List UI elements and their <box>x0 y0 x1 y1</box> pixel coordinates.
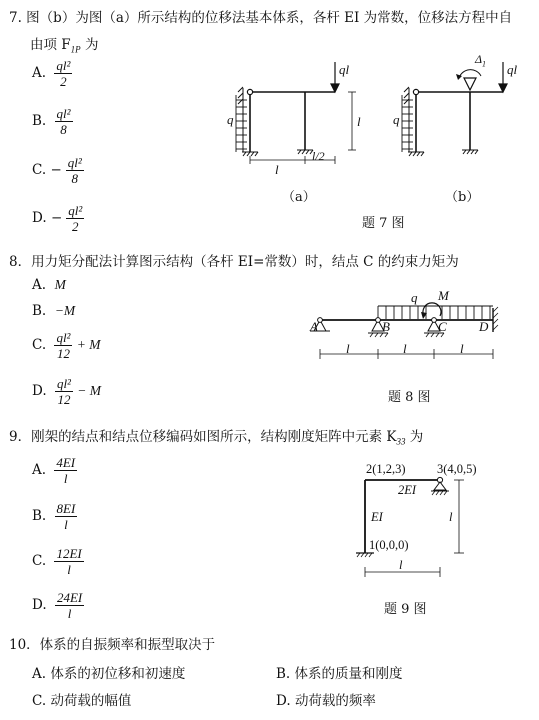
fig7b-q-label: q <box>393 112 400 127</box>
numerator: 4EI <box>56 455 76 470</box>
fig9-node1-label: 1(0,0,0) <box>369 538 409 552</box>
delta-symbol: Δ <box>475 52 483 66</box>
fig9-caption: 题 9 图 <box>384 602 427 617</box>
option-text: 动荷载的幅值 <box>50 693 132 709</box>
option-label: D. <box>276 693 291 709</box>
denominator: 8 <box>60 122 67 137</box>
option-text: 动荷载的频率 <box>294 693 376 709</box>
denominator: l <box>67 562 71 577</box>
option-text: M <box>54 277 66 292</box>
fig8-m-label: M <box>438 288 449 303</box>
fig8-d-label: D <box>479 319 489 334</box>
fig7b-ql-label: ql <box>507 62 518 77</box>
q9-stem-end: 为 <box>405 429 424 445</box>
option-text: −M <box>54 303 76 318</box>
fig9-lh-label: l <box>399 558 403 572</box>
option-label: A. <box>32 65 47 81</box>
numerator: 8EI <box>56 501 76 516</box>
numerator: ql² <box>67 155 82 170</box>
fig9-ei-label: EI <box>371 510 383 524</box>
q7-stem-line1: 7. 图（b）为图（a）所示结构的位移法基本体系，各杆 EI 为常数，位移法方程中自 <box>9 10 513 26</box>
fig9-node3-label: 3(4,0,5) <box>437 462 477 476</box>
option-label: C. <box>32 553 47 569</box>
fig7a-l-span-label: l <box>275 162 279 177</box>
denominator: l <box>67 606 72 621</box>
q9-stem-text: 9．刚架的结点和结点位移编码如图所示，结构刚度矩阵中元素 K <box>9 429 397 445</box>
option-label: C. <box>32 693 47 709</box>
option-label: A. <box>32 666 47 682</box>
fig8-c-label: C <box>438 319 447 334</box>
denominator: 2 <box>60 74 67 89</box>
numerator: ql² <box>56 376 71 391</box>
fig7a-caption: （a） <box>282 190 316 205</box>
q10-option-c[interactable] <box>32 689 131 709</box>
fig8-l1-label: l <box>346 341 350 356</box>
fig8-caption: 题 8 图 <box>388 390 431 405</box>
option-label: B. <box>32 113 47 129</box>
option-tail: + M <box>76 337 101 352</box>
option-label: C. <box>32 337 47 353</box>
delta-sub: 1 <box>482 59 487 69</box>
q8-stem-line1: 8．用力矩分配法计算图示结构（各杆 EI=常数）时，结点 C 的约束力矩为 <box>9 254 459 270</box>
option-text: 体系的质量和刚度 <box>294 666 403 682</box>
fig8-b-label: B <box>382 319 390 334</box>
option-label: A. <box>32 277 47 293</box>
option-label: D. <box>32 210 47 226</box>
denominator: l <box>64 517 68 532</box>
fig7a-l-half-label: l/2 <box>312 149 325 163</box>
numerator: ql² <box>56 58 71 73</box>
denominator: 12 <box>57 392 71 407</box>
fig7a-ql-label: ql <box>339 62 350 77</box>
numerator: ql² <box>68 203 83 218</box>
fig7a-q-label: q <box>227 112 234 127</box>
option-label: D. <box>32 597 47 613</box>
fig7a-l-height-label: l <box>357 114 361 129</box>
option-label: C. <box>32 162 47 178</box>
option-tail: − M <box>77 383 101 398</box>
q7-stem-sub: 1P <box>70 44 81 55</box>
numerator: ql² <box>56 106 71 121</box>
numerator: 12EI <box>56 546 82 561</box>
option-sign: − <box>50 210 63 226</box>
denominator: 12 <box>56 346 70 361</box>
fig8-a-label: A <box>310 319 318 334</box>
q10-option-d[interactable] <box>276 689 376 709</box>
q10-stem-line1: 10．体系的自振频率和振型取决于 <box>9 637 216 653</box>
q7-stem-text: 由项 F <box>30 37 71 53</box>
denominator: l <box>63 471 68 486</box>
q9-stem-sub: 33 <box>396 436 406 447</box>
option-label: A. <box>32 462 47 478</box>
fig8-q-label: q <box>411 290 418 305</box>
option-label: B. <box>32 303 47 319</box>
option-label: B. <box>32 508 47 524</box>
numerator: 24EI <box>56 590 83 605</box>
fig7b-caption: （b） <box>445 190 480 205</box>
fig9-2ei-label: 2EI <box>398 483 417 497</box>
option-label: D. <box>32 383 47 399</box>
fig8-l3-label: l <box>460 341 464 356</box>
option-label: B. <box>276 666 291 682</box>
denominator: 8 <box>71 171 78 186</box>
q7-stem-end: 为 <box>80 37 99 53</box>
fig8-l2-label: l <box>403 341 407 356</box>
fig7-caption: 题 7 图 <box>362 216 405 231</box>
option-text: 体系的初位移和初速度 <box>50 666 186 682</box>
q10-option-b[interactable] <box>276 662 403 682</box>
denominator: 2 <box>72 219 79 234</box>
option-sign: − <box>50 162 62 178</box>
fig9-node2-label: 2(1,2,3) <box>366 462 406 476</box>
q10-option-a[interactable] <box>32 662 185 682</box>
numerator: ql² <box>56 330 71 345</box>
fig9-lv-label: l <box>449 510 453 524</box>
